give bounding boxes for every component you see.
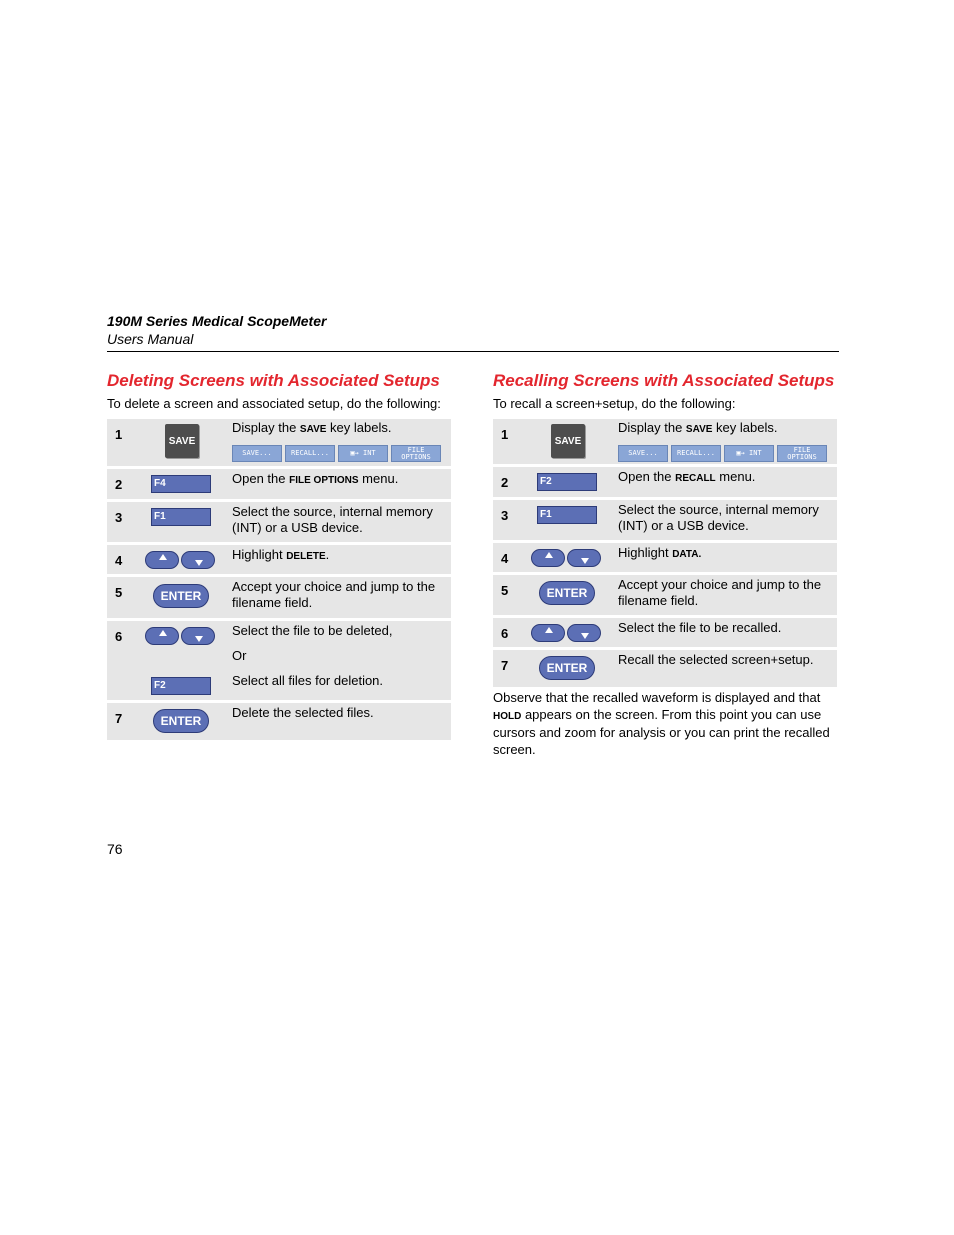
save-key[interactable]: SAVE bbox=[165, 424, 199, 458]
page-number: 76 bbox=[107, 841, 123, 857]
enter-key[interactable]: ENTER bbox=[539, 656, 595, 680]
table-row bbox=[107, 502, 451, 545]
step-number: 4 bbox=[501, 551, 509, 566]
section-title: Deleting Screens with Associated Setups bbox=[107, 371, 440, 390]
observe-paragraph: Observe that the recalled waveform is displayed and that HOLD appears on the screen. From this point you can use cursors and zoom for analysis or you can print the recalled screen. bbox=[493, 690, 830, 757]
up-arrow-icon bbox=[545, 627, 553, 633]
softkey-int[interactable]: ▣→ INT bbox=[724, 445, 774, 462]
soft-key-labels bbox=[232, 445, 441, 462]
step-or: Or bbox=[232, 648, 247, 663]
down-arrow-icon bbox=[195, 636, 203, 642]
step-text: Select the source, internal memory (INT) or a USB device. bbox=[618, 502, 819, 533]
down-arrow-key[interactable] bbox=[181, 627, 215, 645]
step-text: Delete the selected files. bbox=[232, 705, 374, 720]
step-number: 2 bbox=[501, 475, 509, 490]
step-text: Select the file to be recalled. bbox=[618, 620, 782, 635]
down-arrow-icon bbox=[581, 633, 589, 639]
step-text: Select the source, internal memory (INT) or a USB device. bbox=[232, 504, 433, 535]
step-number: 2 bbox=[115, 477, 123, 492]
up-arrow-key[interactable] bbox=[531, 624, 565, 642]
softkey-save[interactable]: SAVE... bbox=[618, 445, 668, 462]
soft-key-labels bbox=[618, 445, 827, 462]
step-number: 7 bbox=[501, 658, 509, 673]
table-row bbox=[107, 703, 451, 743]
softkey-save[interactable]: SAVE... bbox=[232, 445, 282, 462]
header-title: 190M Series Medical ScopeMeter bbox=[107, 313, 327, 329]
step-text: Open the FILE OPTIONS menu. bbox=[232, 471, 399, 486]
down-arrow-icon bbox=[581, 558, 589, 564]
memory-icon: ▣→ bbox=[350, 449, 363, 457]
header-rule bbox=[107, 351, 839, 352]
down-arrow-key[interactable] bbox=[181, 551, 215, 569]
f2-key[interactable]: F2 bbox=[537, 473, 597, 491]
step-text: Accept your choice and jump to the filename field. bbox=[232, 579, 436, 610]
step-number: 5 bbox=[501, 583, 509, 598]
up-arrow-icon bbox=[159, 554, 167, 560]
step-text: Highlight DATA. bbox=[618, 545, 702, 560]
step-number: 1 bbox=[501, 427, 509, 442]
memory-icon: ▣→ bbox=[736, 449, 749, 457]
table-row bbox=[107, 469, 451, 502]
step-text: Highlight DELETE. bbox=[232, 547, 330, 562]
enter-key[interactable]: ENTER bbox=[539, 581, 595, 605]
f1-key[interactable]: F1 bbox=[537, 506, 597, 524]
step-text: Open the RECALL menu. bbox=[618, 469, 756, 484]
up-arrow-key[interactable] bbox=[145, 551, 179, 569]
softkey-recall[interactable]: RECALL... bbox=[285, 445, 335, 462]
table-row bbox=[107, 545, 451, 577]
step-text: Display the SAVE key labels. bbox=[618, 420, 778, 435]
softkey-int[interactable]: ▣→ INT bbox=[338, 445, 388, 462]
softkey-recall[interactable]: RECALL... bbox=[671, 445, 721, 462]
step-text: Display the SAVE key labels. bbox=[232, 420, 392, 435]
steps-table bbox=[107, 419, 451, 743]
table-row bbox=[493, 500, 837, 543]
down-arrow-key[interactable] bbox=[567, 549, 601, 567]
softkey-file-options[interactable]: FILE OPTIONS bbox=[391, 445, 441, 462]
enter-key[interactable]: ENTER bbox=[153, 584, 209, 608]
step-number: 6 bbox=[501, 626, 509, 641]
save-key[interactable]: SAVE bbox=[551, 424, 585, 458]
up-arrow-key[interactable] bbox=[145, 627, 179, 645]
table-row bbox=[493, 575, 837, 618]
section-intro: To recall a screen+setup, do the following: bbox=[493, 396, 736, 411]
table-row bbox=[493, 419, 837, 467]
f1-key[interactable]: F1 bbox=[151, 508, 211, 526]
step-text: Recall the selected screen+setup. bbox=[618, 652, 814, 667]
table-row bbox=[107, 621, 451, 703]
table-row bbox=[107, 577, 451, 621]
table-row bbox=[493, 618, 837, 650]
step-text-alt: Select all files for deletion. bbox=[232, 673, 384, 688]
step-text: Select the file to be deleted, bbox=[232, 623, 393, 638]
down-arrow-icon bbox=[195, 560, 203, 566]
table-row bbox=[493, 650, 837, 687]
section-intro: To delete a screen and associated setup, do the following: bbox=[107, 396, 441, 411]
step-number: 6 bbox=[115, 629, 123, 644]
recall-section bbox=[493, 371, 837, 758]
up-arrow-key[interactable] bbox=[531, 549, 565, 567]
step-number: 3 bbox=[501, 508, 509, 523]
enter-key[interactable]: ENTER bbox=[153, 709, 209, 733]
step-number: 1 bbox=[115, 427, 123, 442]
step-number: 4 bbox=[115, 553, 123, 568]
section-title: Recalling Screens with Associated Setups bbox=[493, 371, 835, 390]
table-row bbox=[107, 419, 451, 469]
step-number: 3 bbox=[115, 510, 123, 525]
down-arrow-key[interactable] bbox=[567, 624, 601, 642]
up-arrow-icon bbox=[159, 630, 167, 636]
table-row bbox=[493, 543, 837, 575]
steps-table bbox=[493, 419, 837, 687]
header-subtitle: Users Manual bbox=[107, 331, 194, 347]
delete-section bbox=[107, 371, 451, 743]
softkey-file-options[interactable]: FILE OPTIONS bbox=[777, 445, 827, 462]
step-number: 7 bbox=[115, 711, 123, 726]
f2-key[interactable]: F2 bbox=[151, 677, 211, 695]
up-arrow-icon bbox=[545, 552, 553, 558]
step-number: 5 bbox=[115, 585, 123, 600]
step-text: Accept your choice and jump to the filename field. bbox=[618, 577, 822, 608]
table-row bbox=[493, 467, 837, 500]
f4-key[interactable]: F4 bbox=[151, 475, 211, 493]
